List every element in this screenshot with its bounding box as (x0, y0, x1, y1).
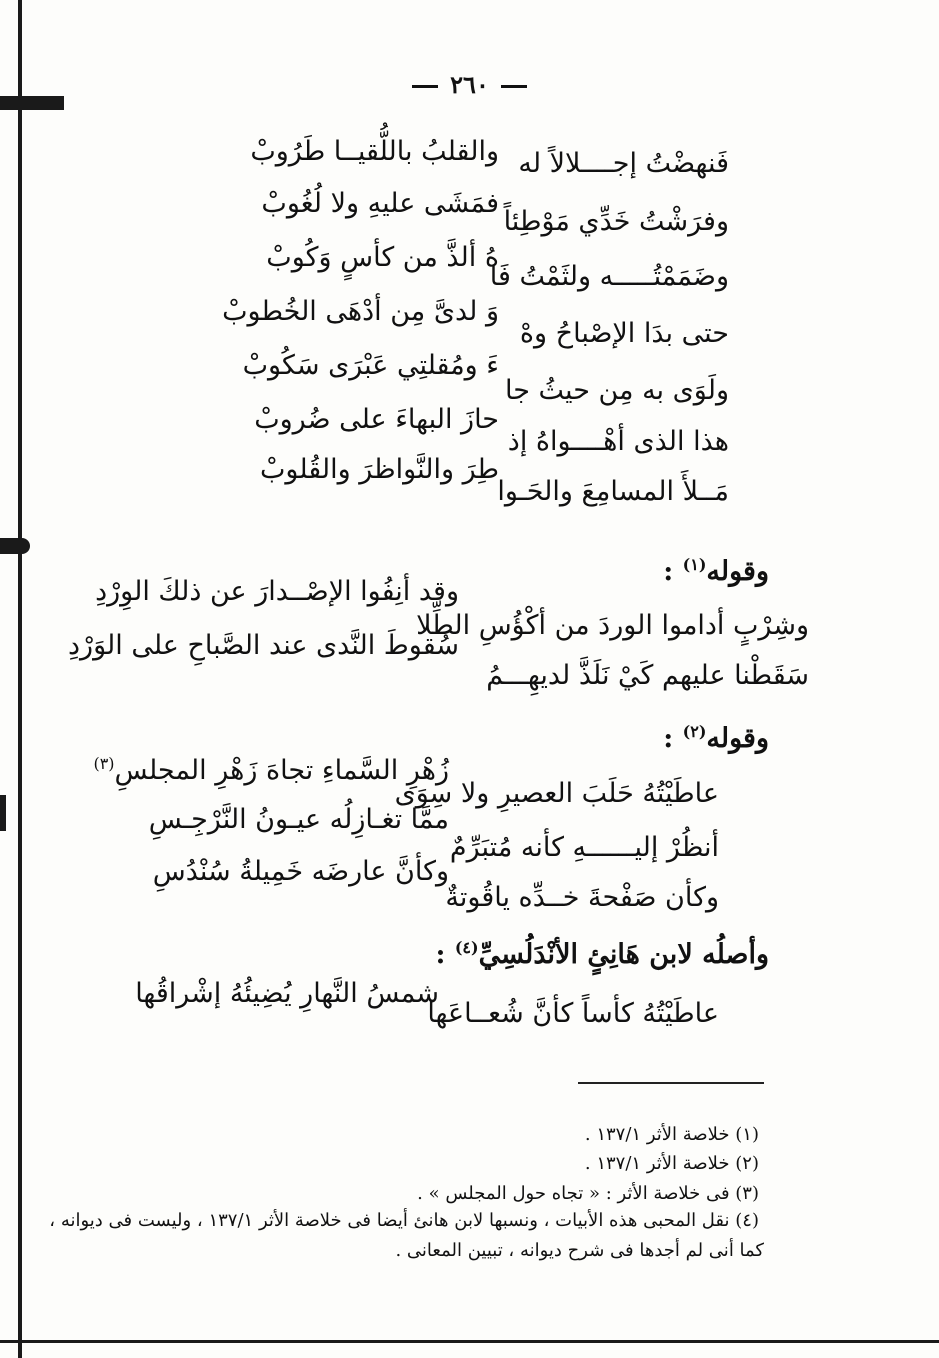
scan-margin-mark (0, 538, 30, 554)
verse-first-hemistich: هذا الذى أهْــــواهُ إذ (507, 426, 729, 457)
verse-first-hemistich: وفرَشْتُ خَدِّي مَوْطِئاً (503, 206, 729, 237)
intro-text: وأصلُه لابن هَانِئٍ الأنْدَلُسِيِّ (478, 939, 769, 970)
verse-second-hemistich: حازَ البهاءَ على ضُروبْ (254, 404, 499, 435)
verse-second-hemistich: وكأنَّ عارضَه خَمِيلةُ سُنْدُسِ (152, 856, 449, 887)
header-dash (501, 85, 527, 88)
page-number-header (0, 70, 939, 99)
verse-second-hemistich: سُقوطَ النَّدى عند الصَّباحِ على الوَرْدِ (68, 630, 459, 661)
verse-second-hemistich: وَ لدىَّ مِن أدْهَى الخُطوبْ (222, 296, 499, 327)
footnote-ref: (١) (682, 555, 707, 574)
scan-margin-mark (0, 795, 6, 831)
verse-second-hemistich: والقلبُ باللُّقيــا طَرُوبْ (250, 136, 499, 167)
verse-first-hemistich: وكأن صَفْحةَ خــدِّه ياقُوتةٌ (445, 882, 719, 913)
intro-text: وقوله (706, 723, 769, 754)
intro-text: وقوله (706, 556, 769, 587)
verse-first-hemistich: وشِرْبٍ أداموا الوردَ من أكْؤُسِ الطِّلا (416, 610, 809, 641)
section-intro: وقوله$^{(٢)}$ : (663, 722, 769, 754)
scan-edge-mark (18, 0, 22, 1358)
verse-second-hemistich: فمَشَى عليهِ ولا لُغُوبْ (261, 188, 499, 219)
footnote: (٤) نقل المحبى هذه الأبيات ، ونسبها لابن هانئ أيضا فى خلاصة الأثر ١٣٧/١ ، وليست فى ديوانه ، (49, 1210, 759, 1231)
verse-second-hemistich: وقد أنِفُوا الإصْــدارَ عن ذلكَ الوِرْدِ (95, 576, 459, 607)
footnote: كما أنى لم أجدها فى شرح ديوانه ، تبيين المعانى . (395, 1240, 764, 1261)
footnote-ref: (٤) (454, 938, 479, 957)
verse-second-hemistich: هُ ألذَّ من كأسٍ وَكُوبْ (266, 242, 499, 273)
page-number: ٢٦٠ (450, 70, 489, 99)
header-dash (412, 85, 438, 88)
hemistich-text: زُهْرِ السَّماءِ تجاهَ زَهْرِ المجلسِ (114, 755, 449, 786)
footnote: (٢) خلاصة الأثر ١٣٧/١ . (584, 1153, 759, 1174)
verse-first-hemistich: عاطَيْتُهُ حَلَبَ العصيرِ ولا سِوَى (394, 778, 719, 809)
verse-second-hemistich (93, 754, 449, 786)
verse-first-hemistich: مَــلأَ المسامِعَ والحَـوا (497, 476, 729, 507)
footnote: (١) خلاصة الأثر ١٣٧/١ . (584, 1124, 759, 1145)
section-intro: وأصلُه لابن هَانِئٍ الأنْدَلُسِيِّ$^{(٤)}$ : (435, 938, 769, 970)
footnote-ref: (٢) (682, 722, 707, 741)
verse-first-hemistich: ولَوَى به مِن حيثُ جا (505, 375, 729, 406)
verse-first-hemistich: أنظُرْ إليــــــهِ كأنه مُتبَرِّمٌ (449, 832, 719, 863)
verse-first-hemistich: وضَمَمْتُـــــه ولثَمْتُ فَا (489, 261, 729, 292)
footnote-separator (578, 1082, 764, 1084)
verse-second-hemistich: طِرَ والنَّواظرَ والقُلوبْ (259, 454, 499, 485)
footnote-ref: (٣) (93, 754, 115, 773)
verse-first-hemistich: عاطَيْتُهُ كأساً كأنَّ شُعــاعَها (427, 998, 719, 1029)
verse-second-hemistich: ءَ ومُقلتِي عَبْرَى سَكُوبْ (242, 350, 499, 381)
verse-first-hemistich: سَقَطْنا عليهم كَيْ نَلَذَّ لديهِـــمُ (486, 660, 809, 691)
section-intro: وقوله$^{(١)}$ : (663, 555, 769, 587)
scan-bottom-edge (0, 1340, 939, 1343)
verse-first-hemistich: حتى بدَا الإصْباحُ وهْ (519, 318, 729, 349)
verse-second-hemistich: ممَّا تغـازِلُه عيـونُ النَّرْجِـسِ (148, 804, 449, 835)
footnote: (٣) فى خلاصة الأثر : « تجاه حول المجلس » . (417, 1183, 759, 1204)
verse-second-hemistich: شمسُ النَّهارِ يُضِيئُهُ إشْراقُها (135, 978, 439, 1009)
verse-first-hemistich: فَنهضْتُ إجــــلالاً له (518, 148, 729, 179)
